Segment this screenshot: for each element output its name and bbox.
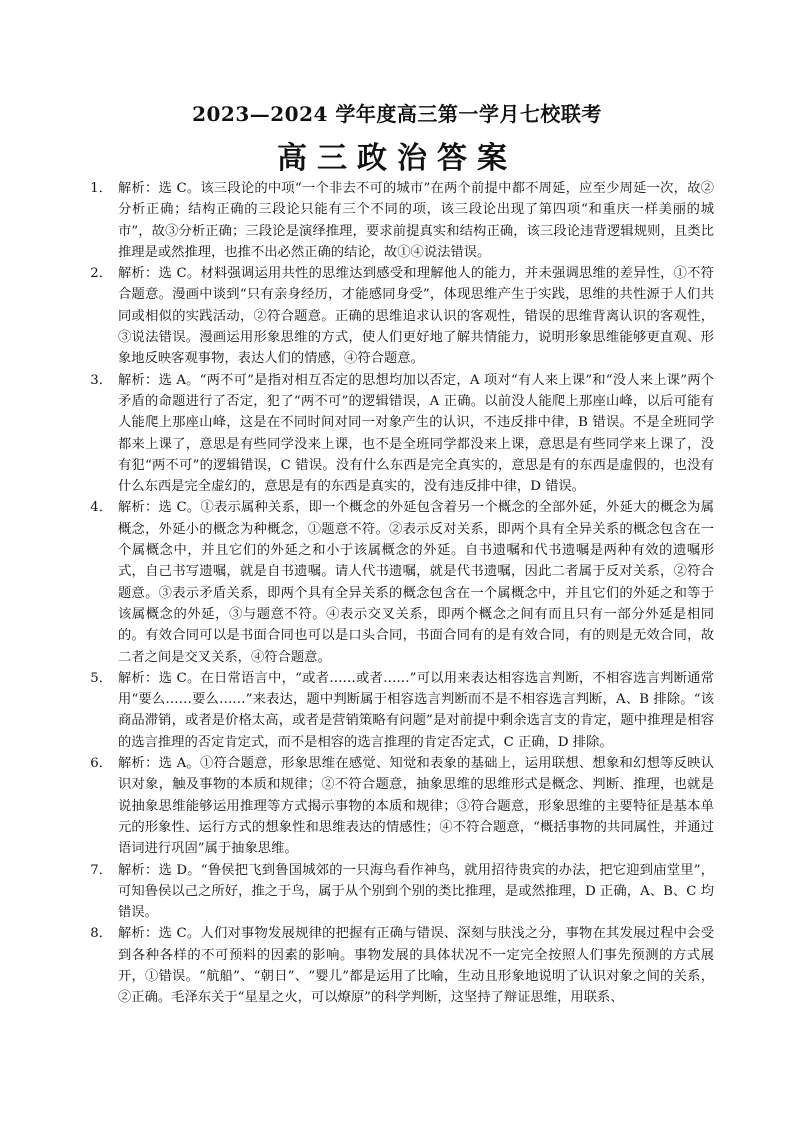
answer-list <box>92 178 714 1009</box>
answer-text: 解析：选 C。材料强调运用共性的思维达到感受和理解他人的能力，并未强调思维的差异性，①不符合题意。漫画中谈到“只有亲身经历，才能感同身受”，体现思维产生于实践，思维的共性源于人们共同或相似的实践活动，②符合题意。正确的思维追求认识的客观性，错误的思维背离认识的客观性，③说法错误。漫画运用形象思维的方式，使人们更好地了解共情能力，说明形象思维能够更直观、形象地反映客观事物，表达人们的情感，④符合题意。 <box>118 266 714 367</box>
answer-text: 解析：选 A。①符合题意，形象思维在感觉、知觉和表象的基础上，运用联想、想象和幻想等反映认识对象，触及事物的本质和规律；②不符合题意，抽象思维的思维形式是概念、判断、推理，也就是说抽象思维能够运用推理等方式揭示事物的本质和规律；③符合题意，形象思维的主要特征是基本单元的形象性、运行方式的想象性和思维表达的情感性；④不符合题意，“概括事物的共同属性，并通过语词进行巩固”属于抽象思维。 <box>118 756 714 857</box>
answer-item-7 <box>92 860 714 924</box>
answer-item-2 <box>92 263 714 369</box>
answer-item-8 <box>92 923 714 1008</box>
answer-number: 5． <box>90 670 112 686</box>
answer-text: 解析：选 D。“鲁侯把飞到鲁国城郊的一只海鸟看作神鸟，就用招待贵宾的办法，把它迎到庙堂里”，可知鲁侯以己之所好，推之于鸟，属于从个别到个别的类比推理，是或然推理，D 正确，A、B、C 均错误。 <box>118 862 714 921</box>
answer-number: 4． <box>90 500 112 516</box>
document-title: 2023—2024 学年度高三第一学月七校联考 <box>192 102 602 126</box>
answer-number: 3． <box>90 372 112 388</box>
answer-text: 解析：选 C。①表示属种关系，即一个概念的外延包含着另一个概念的全部外延，外延大的概念为属概念，外延小的概念为种概念，①题意不符。②表示反对关系，即两个具有全异关系的概念包含在一个属概念中，并且它们的外延之和小于该属概念的外延。自书遗嘱和代书遗嘱是两种有效的遗嘱形式，自己书写遗嘱，就是自书遗嘱。请人代书遗嘱，就是代书遗嘱，因此二者属于反对关系，②符合题意。③表示矛盾关系，即两个具有全异关系的概念包含在一个属概念中，并且它们的外延之和等于该属概念的外延，③与题意不符。④表示交叉关系，即两个概念之间有而且只有一部分外延是相同的。有效合同可以是书面合同也可以是口头合同，书面合同有的是有效合同，有的则是无效合同，故二者之间是交叉关系，④符合题意。 <box>118 500 714 665</box>
answer-number: 6． <box>90 756 112 772</box>
answer-item-5 <box>92 668 714 753</box>
answer-item-1 <box>92 178 714 263</box>
answer-item-3 <box>92 370 714 498</box>
answer-number: 8． <box>90 926 112 942</box>
document-subtitle: 高三政治答案 <box>277 141 517 176</box>
answer-text: 解析：选 A。“两不可”是指对相互否定的思想均加以否定，A 项对“有人来上课”和“没人来上课”两个矛盾的命题进行了否定，犯了“两不可”的逻辑错误，A 正确。以前没人能爬上那座山峰，以后可能有人能爬上那座山峰，这是在不同时间对同一对象产生的认识，不违反排中律，B 错误。不是全班同学都来上课了，意思是有些同学没来上课，也不是全班同学都没来上课，意思是有些同学来上课了，没有犯“两不可”的逻辑错误，C 错误。没有什么东西是完全真实的，意思是有的东西是虚假的，也没有什么东西是完全虚幻的，意思是有的东西是真实的，没有违反排中律，D 错误。 <box>118 372 714 495</box>
answer-number: 2． <box>90 266 112 282</box>
answer-item-6 <box>92 753 714 859</box>
answer-number: 1． <box>90 181 112 196</box>
answer-text: 解析：选 C。该三段论的中项“一个非去不可的城市”在两个前提中都不周延，应至少周延一次，故②分析正确；结构正确的三段论只能有三个不同的项，该三段论出现了第四项“和重庆一样美丽的城市”，故③分析正确；三段论是演绎推理，要求前提真实和结构正确，该三段论违背逻辑规则，且类比推理是或然推理，也推不出必然正确的结论，故①④说法错误。 <box>118 181 714 260</box>
answer-text: 解析：选 C。在日常语言中，“或者……或者……”可以用来表达相容选言判断，不相容选言判断通常用“要么……要么……”来表达，题中判断属于相容选言判断而不是不相容选言判断，A、B 排除。“该商品滞销，或者是价格太高，或者是营销策略有问题”是对前提中剩余选言支的肯定，题中推理是相容的选言推理的否定肯定式，而不是相容的选言推理的肯定否定式，C 正确，D 排除。 <box>118 670 714 750</box>
answer-number: 7． <box>90 862 112 878</box>
answer-item-4 <box>92 497 714 667</box>
answer-text: 解析：选 C。人们对事物发展规律的把握有正确与错误、深刻与肤浅之分，事物在其发展过程中会受到各种各样的不可预料的因素的影响。事物发展的具体状况不一定完全按照人们事先预测的方式展开，①错误。“航船”、“朝日”、“婴儿”都是运用了比喻，生动且形象地说明了认识对象之间的关系，②正确。毛泽东关于“星星之火，可以燎原”的科学判断，这坚持了辩证思维，用联系、 <box>118 926 714 1006</box>
